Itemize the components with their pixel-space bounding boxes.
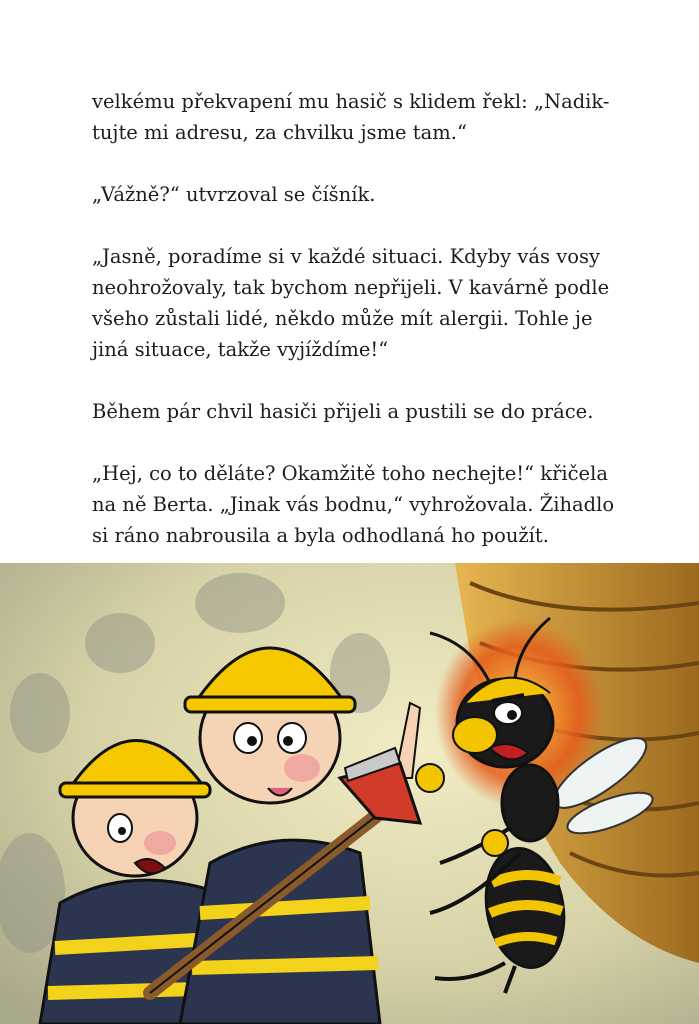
story-text <box>92 86 622 582</box>
paragraph-1: velkému překvapení mu hasič s klidem řekl: „Nadik- tujte mi adresu, za chvilku jsme tam.“ <box>92 90 610 144</box>
firefighters-and-wasp-illustration <box>0 563 699 1024</box>
paragraph-4: Během pár chvil hasiči přijeli a pustili se do práce. <box>92 400 594 423</box>
paragraph-5: „Hej, co to děláte? Okamžitě toho nechejte!“ křičela na ně Berta. „Jinak vás bodnu,“ vyhrožovala. Žihadlo si ráno nabrousila a byla odhodlaná ho použít. <box>92 462 615 547</box>
paragraph-2: „Vážně?“ utvrzoval se číšník. <box>92 183 376 206</box>
paragraph-3: „Jasně, poradíme si v každé situaci. Kdyby vás vosy neohrožovaly, tak bychom nepřijeli. V kavárně podle všeho zůstali lidé, někdo může mít alergii. Tohle je jiná situace, takže vyjíždíme!“ <box>92 245 610 361</box>
